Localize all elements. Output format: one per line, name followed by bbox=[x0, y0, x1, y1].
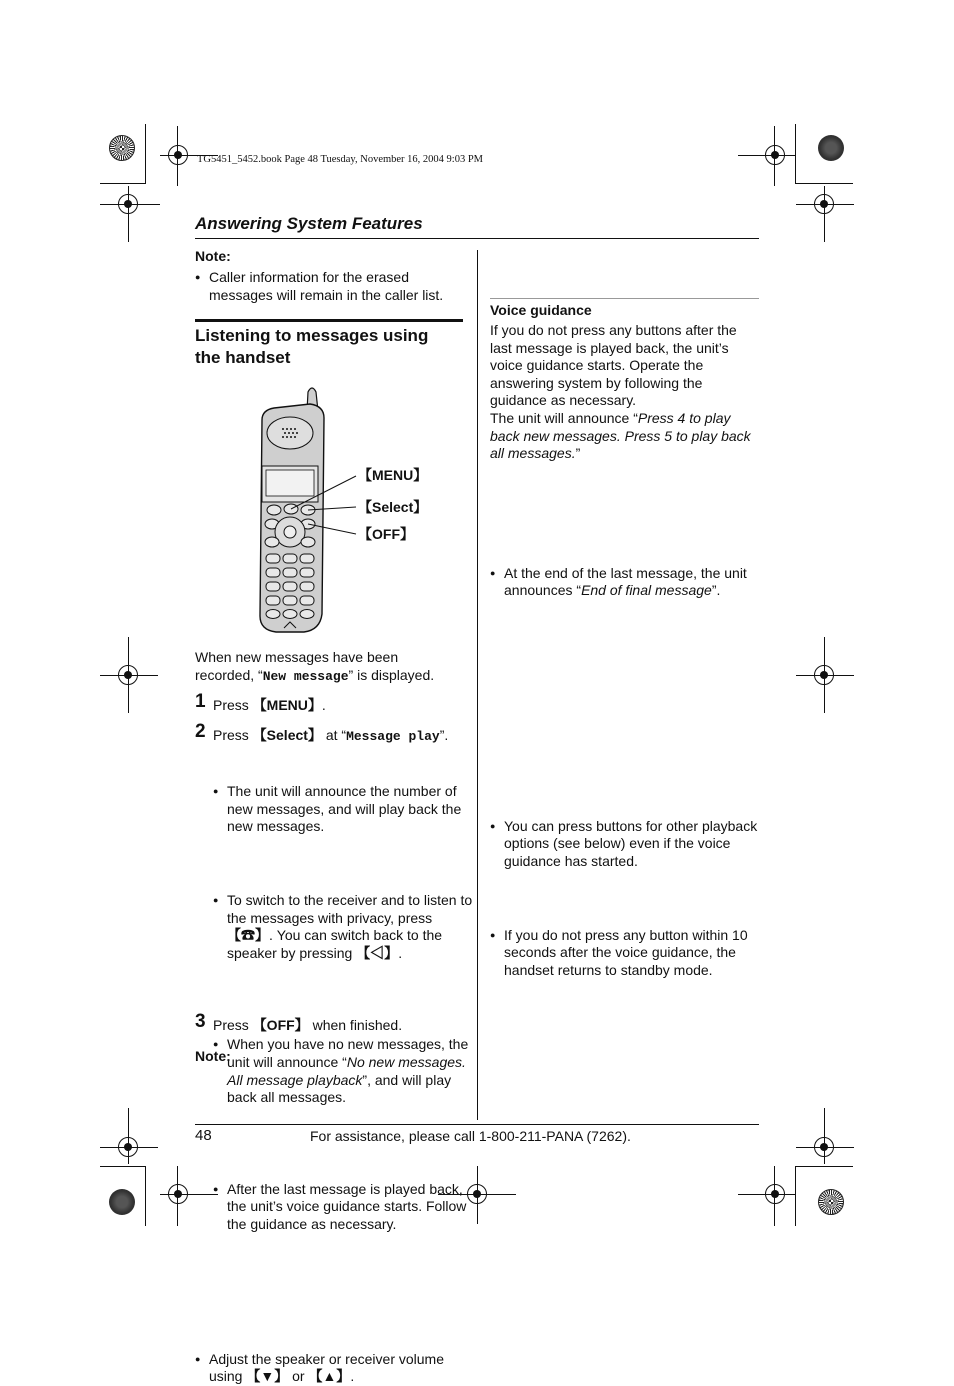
voice-guidance-heading: Voice guidance bbox=[490, 302, 592, 318]
bullet-text: Adjust the speaker or receiver volume using bbox=[209, 1350, 444, 1385]
right-bullet: ● You can press buttons for other playback options (see below) even if the voice guidance has started. bbox=[490, 818, 772, 871]
crop-mark bbox=[128, 637, 129, 713]
crop-mark bbox=[477, 1166, 478, 1224]
step-text: when finished. bbox=[308, 1017, 403, 1033]
note-label: Note: bbox=[195, 1048, 231, 1064]
callout-menu-label: MENU bbox=[372, 467, 414, 483]
bullet-text: . bbox=[350, 1368, 355, 1385]
bullet-text: or bbox=[288, 1368, 309, 1385]
step-text: Press bbox=[213, 1017, 253, 1033]
step-text: at “ bbox=[321, 727, 347, 743]
crop-mark bbox=[824, 1108, 825, 1164]
page-number: 48 bbox=[195, 1127, 212, 1144]
announcement-text: Press 4 to play back new messages. Press 5 to play back all messages. bbox=[490, 410, 751, 462]
note-label: Note: bbox=[195, 248, 231, 264]
right-bullet bbox=[490, 565, 772, 600]
registration-disc-icon bbox=[818, 1189, 844, 1215]
talk-key-icon: 【☎】 bbox=[227, 927, 269, 944]
crop-mark bbox=[160, 1194, 218, 1195]
crop-mark bbox=[100, 1166, 146, 1167]
step-text: ”. bbox=[439, 727, 449, 743]
down-key-icon: 【▼】 bbox=[246, 1368, 289, 1385]
crop-mark bbox=[177, 126, 178, 186]
crop-mark bbox=[738, 1194, 796, 1195]
section-heading: Listening to messages using the handset bbox=[195, 326, 429, 367]
callout-menu: 【MENU】 bbox=[358, 467, 428, 483]
intro-text: ” is displayed. bbox=[348, 666, 435, 683]
crop-mark bbox=[128, 1108, 129, 1164]
step-2-bullet: ● After the last message is played back, the unit’s voice guidance starts. Follow the guidance as necessary. bbox=[213, 1181, 477, 1234]
bullet-text: . You can switch back to the speaker by pressing bbox=[227, 927, 443, 961]
registration-disc-icon bbox=[109, 135, 135, 161]
select-key: 【Select】 bbox=[252, 727, 322, 743]
footer-rule bbox=[195, 1124, 759, 1125]
speaker-key-icon: 【◁】 bbox=[356, 944, 399, 961]
display-text: New message bbox=[262, 668, 349, 684]
bullet-text: To switch to the receiver and to listen to the messages with privacy, press bbox=[227, 891, 473, 926]
step-2-bullet bbox=[213, 1036, 477, 1106]
column-divider bbox=[477, 250, 478, 1120]
crop-mark bbox=[795, 124, 796, 184]
crop-mark bbox=[795, 1166, 853, 1167]
step-2-bullet bbox=[213, 892, 477, 962]
crop-mark bbox=[738, 155, 796, 156]
paragraph-text: The unit will announce “ bbox=[490, 410, 638, 426]
step-number: 2 bbox=[195, 721, 206, 742]
paragraph-text: ” bbox=[575, 445, 581, 462]
step-text: Press bbox=[213, 727, 253, 743]
step-1 bbox=[213, 697, 326, 715]
crop-mark bbox=[824, 186, 825, 242]
crop-mark bbox=[177, 1166, 178, 1226]
bullet-text: . bbox=[398, 944, 403, 961]
bullet-text: At the end of the last message, the unit announces “ bbox=[504, 564, 747, 599]
announcement-text: No new messages. All message playback bbox=[227, 1053, 466, 1088]
crop-mark bbox=[145, 1166, 146, 1226]
heading-rule bbox=[195, 319, 463, 322]
crop-mark bbox=[100, 204, 160, 205]
bullet-text: When you have no new messages, the unit will announce “ bbox=[227, 1036, 469, 1070]
step-number: 1 bbox=[195, 691, 206, 712]
crop-mark bbox=[100, 183, 146, 184]
registration-disc-icon bbox=[109, 1189, 135, 1215]
intro-paragraph bbox=[195, 649, 457, 685]
step-2 bbox=[213, 727, 448, 746]
callout-select-label: Select bbox=[372, 499, 414, 515]
crop-mark bbox=[774, 126, 775, 186]
crop-mark bbox=[145, 124, 146, 184]
off-key: 【OFF】 bbox=[252, 1017, 309, 1033]
intro-text: When new messages have been recorded, “ bbox=[195, 649, 399, 683]
subsection-rule bbox=[490, 298, 759, 299]
bullet-text: ”, and will play back all messages. bbox=[227, 1071, 452, 1106]
voice-guidance-announcement bbox=[490, 410, 758, 463]
registration-disc-icon bbox=[818, 135, 844, 161]
step-text: . bbox=[321, 697, 326, 713]
crop-mark bbox=[795, 1166, 796, 1226]
right-bullet: ● If you do not press any button within 10 seconds after the voice guidance, the handset returns to standby mode. bbox=[490, 927, 772, 980]
crop-mark bbox=[774, 1166, 775, 1226]
crop-mark bbox=[824, 637, 825, 713]
voice-guidance-paragraph: If you do not press any buttons after the last message is played back, the unit’s voice guidance starts. Operate the answering system by following the guidance as necessary. bbox=[490, 322, 737, 409]
section-title: Answering System Features bbox=[195, 214, 423, 233]
display-text: Message play bbox=[346, 729, 440, 744]
bullet-text: ”. bbox=[711, 582, 721, 599]
note-item bbox=[195, 1351, 471, 1386]
step-text: Press bbox=[213, 697, 253, 713]
step-number: 3 bbox=[195, 1011, 206, 1032]
book-info-line: TG5451_5452.book Page 48 Tuesday, November 16, 2004 9:03 PM bbox=[197, 154, 484, 165]
crop-mark bbox=[128, 186, 129, 242]
note-item: ● Caller information for the erased messages will remain in the caller list. bbox=[195, 269, 471, 304]
header-rule bbox=[195, 238, 759, 239]
callout-off: 【OFF】 bbox=[358, 526, 414, 542]
announcement-text: End of final message bbox=[581, 582, 712, 599]
menu-key: 【MENU】 bbox=[252, 697, 322, 713]
callout-select: 【Select】 bbox=[358, 499, 428, 515]
step-3 bbox=[213, 1017, 402, 1035]
step-2-bullet: ● The unit will announce the number of new messages, and will play back the new messages. bbox=[213, 783, 477, 836]
callout-off-label: OFF bbox=[372, 526, 400, 542]
crop-mark bbox=[795, 183, 853, 184]
assistance-line: For assistance, please call 1-800-211-PANA (7262). bbox=[310, 1128, 631, 1144]
up-key-icon: 【▲】 bbox=[308, 1368, 351, 1385]
